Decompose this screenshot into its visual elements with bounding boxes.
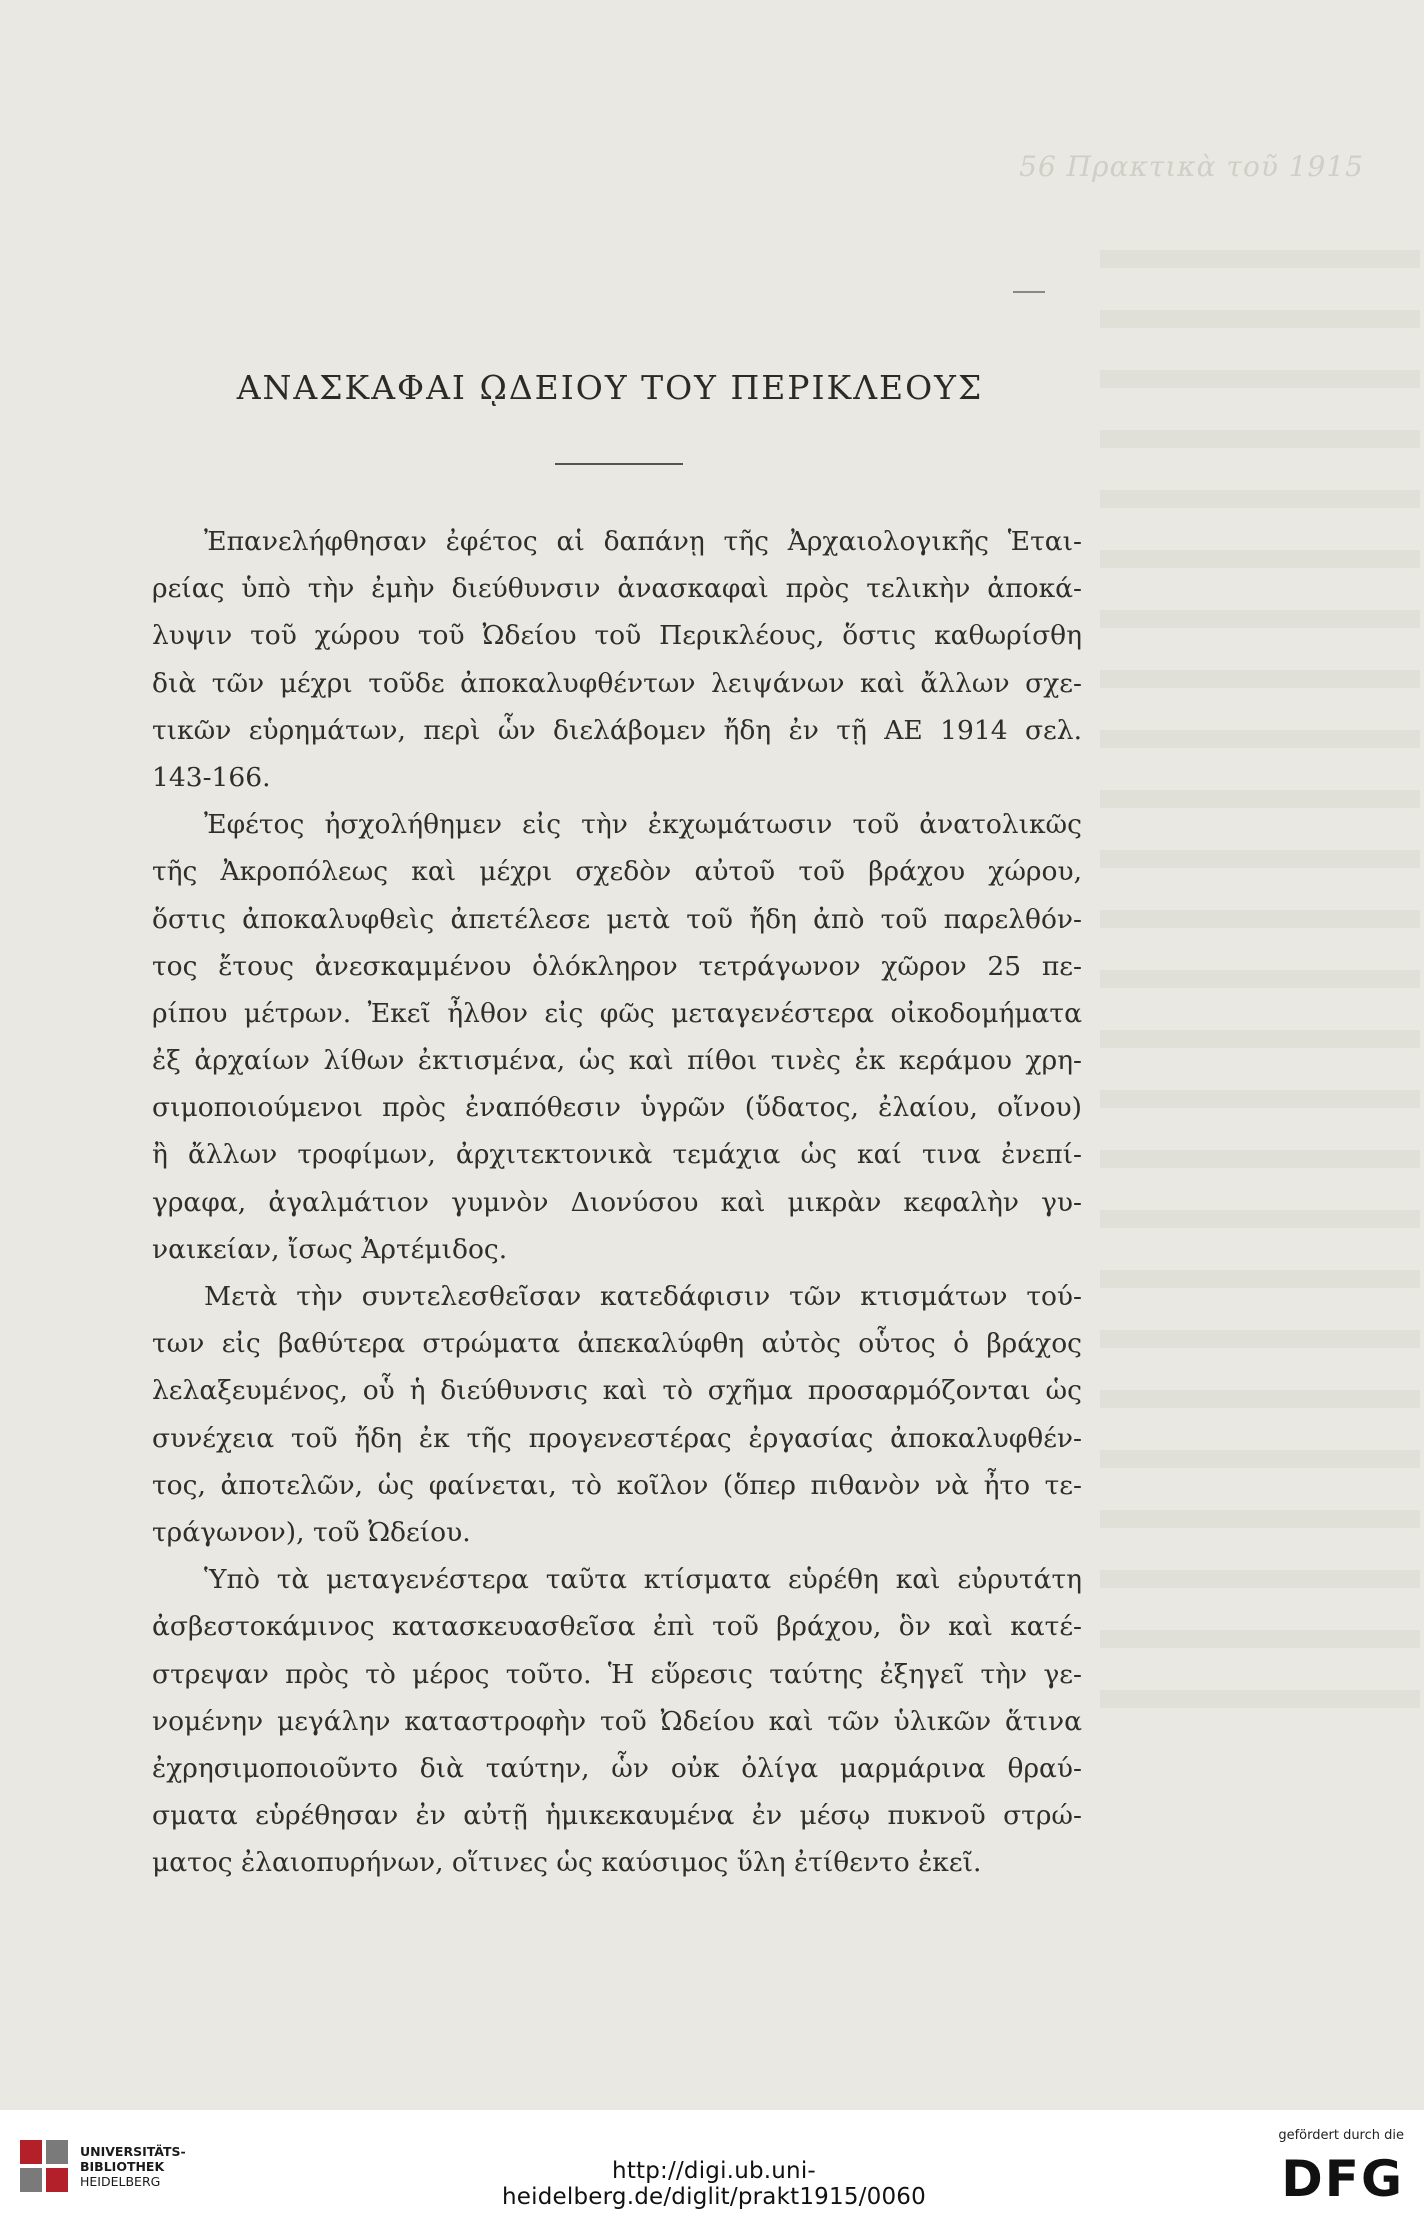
funding-caption: gefördert durch die	[1278, 2128, 1404, 2143]
article-title: ΑΝΑΣΚΑΦΑΙ ῼΔΕΙΟΥ ΤΟΥ ΠΕΡΙΚΛΕΟΥΣ	[236, 368, 984, 407]
text-line: ναικείαν, ἴσως Ἀρτέμιδος.	[152, 1233, 508, 1265]
text-line: διὰ τῶν μέχρι τοῦδε ἀποκαλυφθέντων λειψάνων καὶ ἄλλων σχε-	[152, 667, 1082, 699]
text-line: ματος ἐλαιοπυρήνων, οἵτινες ὡς καύσιμος ὕλη ἐτίθεντο ἐκεῖ.	[152, 1847, 982, 1879]
library-name	[80, 2144, 186, 2189]
dfg-logo: DFG	[1281, 2150, 1404, 2208]
text-line: ἐχρησιμοποιοῦντο διὰ ταύτην, ὧν οὐκ ὀλίγα μαρμάρινα θραύ-	[152, 1752, 1082, 1784]
text-line: Ἐπανελήφθησαν ἐφέτος αἱ δαπάνῃ τῆς Ἀρχαιολογικῆς Ἑται-	[204, 526, 1082, 557]
text-line: τικῶν εὑρημάτων, περὶ ὧν διελάβομεν ἤδη ἐν τῇ ΑΕ 1914 σελ.	[152, 714, 1082, 746]
text-line: νομένην μεγάλην καταστροφὴν τοῦ Ὠδείου καὶ τῶν ὑλικῶν ἅτινα	[152, 1705, 1082, 1737]
text-line: τράγωνον), τοῦ Ὠδείου.	[152, 1516, 471, 1548]
text-line: ἢ ἄλλων τροφίμων, ἀρχιτεκτονικὰ τεμάχια ὡς καί τινα ἐνεπί-	[152, 1139, 1082, 1171]
text-line: γραφα, ἀγαλμάτιον γυμνὸν Διονύσου καὶ μικρὰν κεφαλὴν γυ-	[152, 1186, 1082, 1218]
library-line: HEIDELBERG	[80, 2174, 161, 2189]
university-library-logo-icon	[20, 2140, 70, 2194]
library-line: BIBLIOTHEK	[80, 2159, 165, 2174]
footer-bar	[0, 2110, 1424, 2224]
bleed-through-header: 56 Πρακτικὰ τοῦ 1915	[1019, 150, 1364, 183]
text-line: ἐξ ἀρχαίων λίθων ἐκτισμένα, ὡς καὶ πίθοι τινὲς ἐκ κεράμου χρη-	[152, 1045, 1082, 1077]
text-line: τῆς Ἀκροπόλεως καὶ μέχρι σχεδὸν αὐτοῦ τοῦ βράχου χώρου,	[152, 856, 1082, 888]
article-body	[152, 518, 1082, 1886]
text-line: Ἐφέτος ἠσχολήθημεν εἰς τὴν ἐκχωμάτωσιν τοῦ ἀνατολικῶς	[204, 809, 1082, 841]
text-line: των εἰς βαθύτερα στρώματα ἀπεκαλύφθη αὐτὸς οὗτος ὁ βράχος	[152, 1328, 1082, 1360]
text-line: Ὑπὸ τὰ μεταγενέστερα ταῦτα κτίσματα εὑρέθη καὶ εὐρυτάτη	[204, 1564, 1082, 1596]
library-line: UNIVERSITÄTS-	[80, 2144, 186, 2159]
text-line: στρεψαν πρὸς τὸ μέρος τοῦτο. Ἡ εὕρεσις ταύτης ἐξηγεῖ τὴν γε-	[152, 1658, 1082, 1690]
text-line: λυψιν τοῦ χώρου τοῦ Ὠδείου τοῦ Περικλέους, ὅστις καθωρίσθη	[152, 620, 1082, 652]
text-line: 143-166.	[152, 761, 271, 793]
text-line: Μετὰ τὴν συντελεσθεῖσαν κατεδάφισιν τῶν κτισμάτων τού-	[204, 1281, 1082, 1312]
text-line: ρίπου μέτρων. Ἐκεῖ ἦλθον εἰς φῶς μεταγενέστερα οἰκοδομήματα	[152, 997, 1082, 1029]
text-line: ἀσβεστοκάμινος κατασκευασθεῖσα ἐπὶ τοῦ βράχου, ὃν καὶ κατέ-	[152, 1611, 1082, 1643]
text-line: τος, ἀποτελῶν, ὡς φαίνεται, τὸ κοῖλον (ὅπερ πιθανὸν νὰ ἦτο τε-	[152, 1469, 1082, 1501]
permalink-url[interactable]: http://digi.ub.uni-heidelberg.de/diglit/prakt1915/0060	[502, 2158, 926, 2210]
text-line: λελαξευμένος, οὗ ἡ διεύθυνσις καὶ τὸ σχῆμα προσαρμόζονται ὡς	[152, 1375, 1082, 1407]
text-line: συνέχεια τοῦ ἤδη ἐκ τῆς προγενεστέρας ἐργασίας ἀποκαλυφθέν-	[152, 1422, 1082, 1454]
text-line: σιμοποιούμενοι πρὸς ἐναπόθεσιν ὑγρῶν (ὕδατος, ἐλαίου, οἴνου)	[152, 1092, 1082, 1124]
text-line: τος ἔτους ἀνεσκαμμένου ὁλόκληρον τετράγωνον χῶρον 25 πε-	[152, 950, 1082, 982]
text-line: σματα εὑρέθησαν ἐν αὐτῇ ἡμικεκαυμένα ἐν μέσῳ πυκνοῦ στρώ-	[152, 1800, 1082, 1832]
title-rule	[555, 463, 683, 465]
bleed-through-texture	[1100, 250, 1420, 1750]
text-line: ρείας ὑπὸ τὴν ἐμὴν διεύθυνσιν ἀνασκαφαὶ πρὸς τελικὴν ἀποκά-	[152, 573, 1082, 605]
text-line: ὅστις ἀποκαλυφθεὶς ἀπετέλεσε μετὰ τοῦ ἤδη ἀπὸ τοῦ παρελθόν-	[152, 903, 1082, 935]
margin-mark	[1013, 291, 1045, 293]
